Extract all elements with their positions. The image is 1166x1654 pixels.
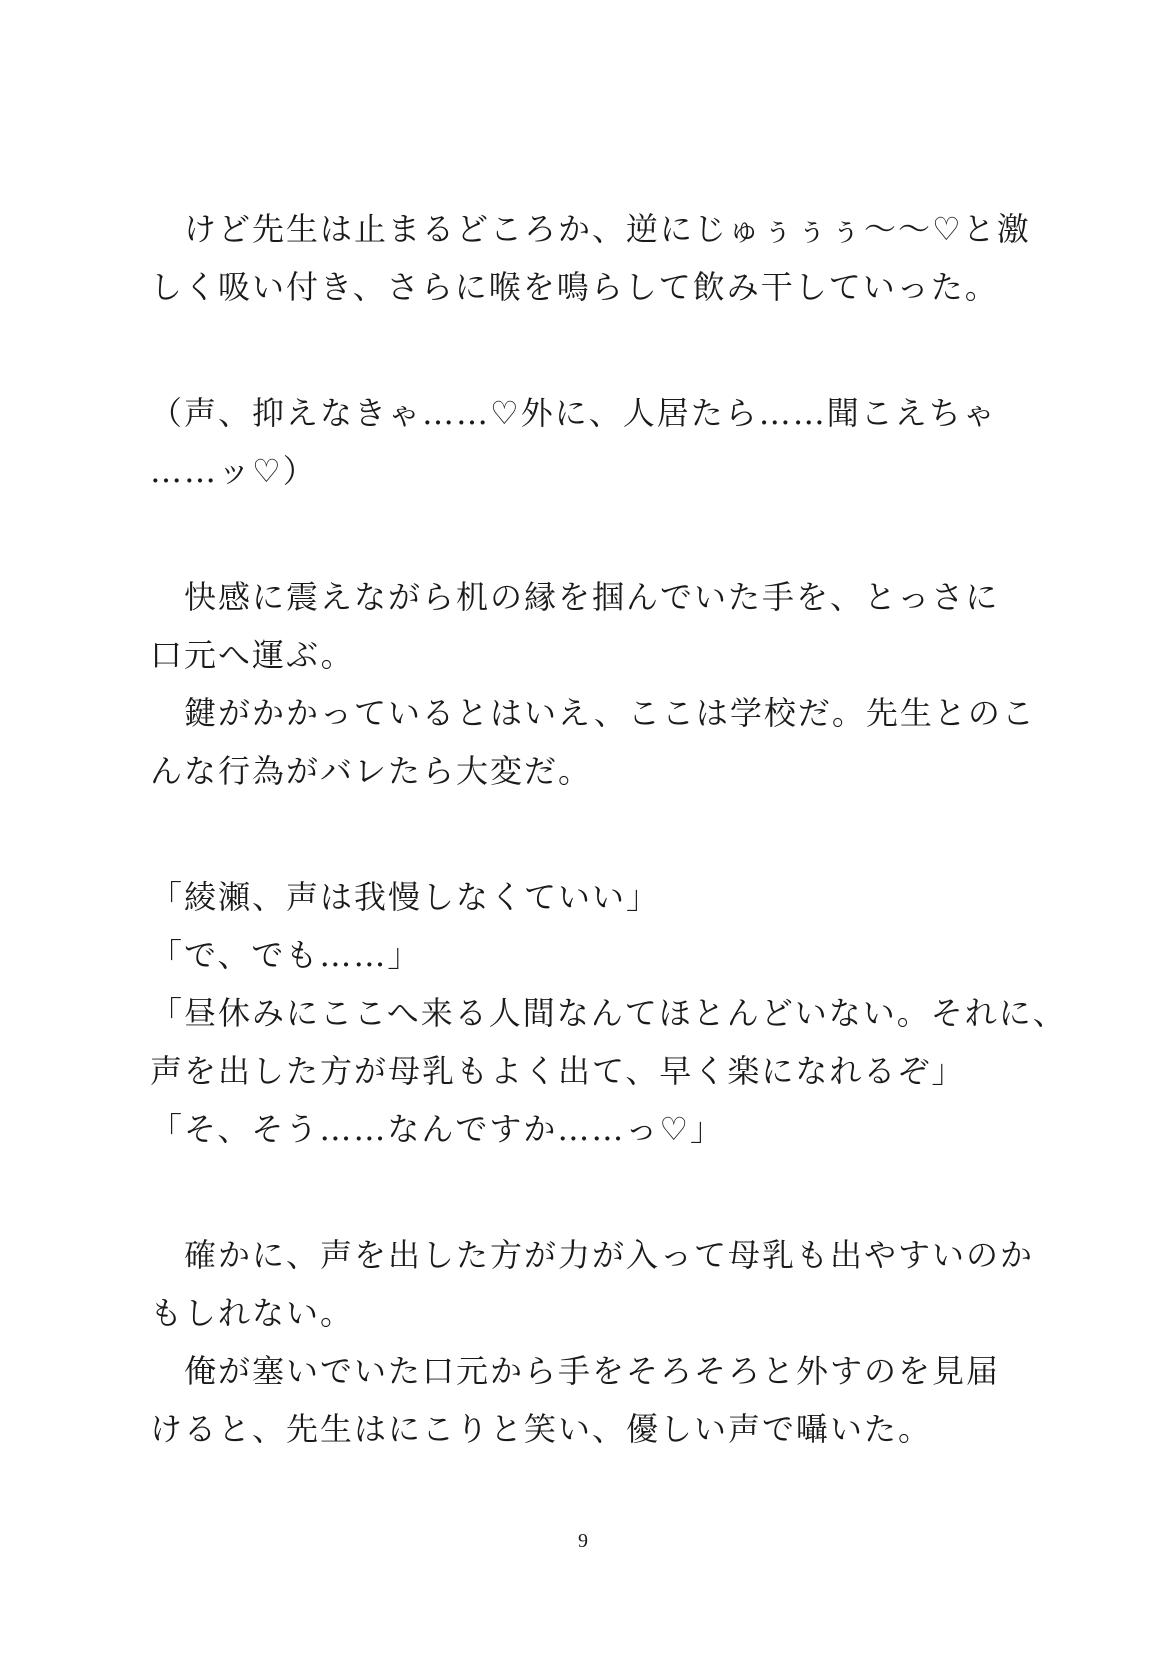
text-line: 声を出した方が母乳もよく出て、早く楽になれるぞ」 [150, 1052, 966, 1090]
paragraph-gap [150, 1158, 1030, 1226]
text-line: 「で、でも……」 [150, 936, 422, 974]
paragraph-gap [150, 316, 1030, 384]
body-text [150, 200, 1067, 1458]
text-line: （声、抑えなきゃ……♡外に、人居たら……聞こえちゃ [150, 394, 997, 432]
text-line: ……ッ♡） [150, 452, 317, 490]
text-line: 「そ、そう……なんですか……っ♡」 [150, 1110, 725, 1148]
text-line: んな行為がバレたら大変だ。 [150, 752, 593, 790]
text-line: けど先生は止まるどころか、逆にじゅぅぅぅ〜〜♡と激 [150, 210, 1031, 248]
text-line: 俺が塞いでいた口元から手をそろそろと外すのを見届 [150, 1352, 1001, 1390]
text-line: 口元へ運ぶ。 [150, 636, 355, 674]
paragraph [150, 384, 1030, 500]
text-line: 「昼休みにここへ来る人間なんてほとんどいない。それに、 [150, 994, 1067, 1032]
text-line: 鍵がかかっているとはいえ、ここは学校だ。先生とのこ [150, 694, 1036, 732]
text-line: けると、先生はにこりと笑い、優しい声で囁いた。 [150, 1410, 933, 1448]
paragraph [150, 1226, 1035, 1458]
paragraph-gap [150, 800, 1030, 868]
text-line: 快感に震えながら机の縁を掴んでいた手を、とっさに [150, 578, 1000, 616]
paragraph-gap [150, 500, 1030, 568]
paragraph [150, 200, 1030, 316]
text-line: もしれない。 [150, 1294, 355, 1332]
paragraph [150, 868, 1067, 1158]
paragraph [150, 568, 1036, 800]
text-line: 確かに、声を出した方が力が入って母乳も出やすいのか [150, 1236, 1035, 1274]
page-number: 9 [578, 1530, 588, 1552]
text-line: 「綾瀬、声は我慢しなくていい」 [150, 878, 661, 916]
text-line: しく吸い付き、さらに喉を鳴らして飲み干していった。 [150, 268, 999, 306]
